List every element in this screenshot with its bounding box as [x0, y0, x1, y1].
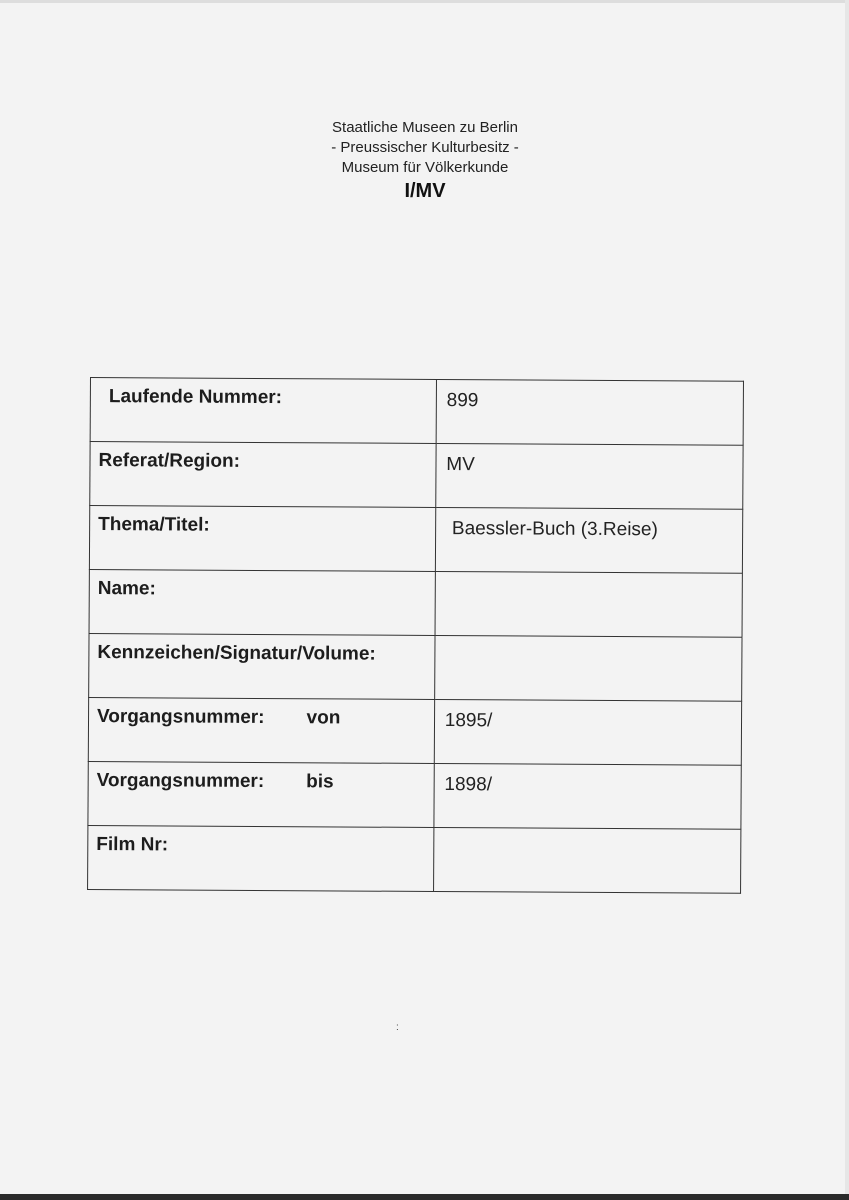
- field-label: [89, 569, 435, 635]
- field-value-text: 899: [446, 390, 479, 412]
- field-value: [434, 635, 742, 701]
- field-label-text: Laufende Nummer:: [108, 386, 283, 409]
- field-value: [435, 507, 743, 573]
- field-label-text: Kennzeichen/Signatur/Volume:: [97, 642, 376, 665]
- field-label: [88, 761, 434, 827]
- field-value: [433, 827, 741, 893]
- scan-edge-bottom: [0, 1194, 849, 1200]
- collection-code: I/MV: [404, 180, 446, 202]
- field-value: [434, 699, 742, 765]
- document-header: [250, 118, 600, 203]
- field-label-text: Film Nr:: [96, 834, 169, 856]
- field-label: [89, 506, 435, 572]
- field-label-text: Vorgangsnummer:: [96, 706, 265, 729]
- table-row: [90, 378, 743, 446]
- field-value: [436, 379, 744, 445]
- table-row: [89, 633, 742, 701]
- field-label-text: Name:: [97, 578, 156, 600]
- record-form-table: [87, 377, 744, 894]
- range-qualifier: von: [306, 707, 341, 729]
- field-label-text: Referat/Region:: [98, 450, 241, 472]
- table-row: [90, 442, 743, 510]
- field-value-text: 1895/: [444, 710, 493, 732]
- table-row: [89, 506, 742, 574]
- table-row: [88, 697, 741, 765]
- table-row: [89, 569, 742, 637]
- field-value-text: MV: [446, 454, 475, 476]
- field-value: [436, 443, 744, 509]
- field-label: [90, 442, 436, 508]
- field-label: [88, 697, 434, 763]
- scan-edge-right: [845, 0, 849, 1200]
- field-label-text: Thema/Titel:: [98, 514, 210, 536]
- institution-subtitle: - Preussischer Kulturbesitz -: [331, 139, 519, 156]
- field-label-text: Vorgangsnummer:: [96, 770, 265, 793]
- institution-name: Staatliche Museen zu Berlin: [332, 119, 518, 136]
- field-label: [88, 825, 434, 891]
- field-value-text: 1898/: [444, 774, 493, 796]
- range-qualifier: bis: [306, 771, 334, 793]
- stray-mark: :: [396, 1022, 399, 1033]
- field-label: [90, 378, 436, 444]
- table-row: [88, 825, 741, 893]
- field-value: [435, 571, 743, 637]
- field-label: [89, 633, 435, 699]
- department-name: Museum für Völkerkunde: [341, 159, 509, 176]
- field-value-text: Baessler-Buch (3.Reise): [451, 518, 658, 541]
- field-value: [434, 763, 742, 829]
- table-row: [88, 761, 741, 829]
- scan-edge-top: [0, 0, 849, 3]
